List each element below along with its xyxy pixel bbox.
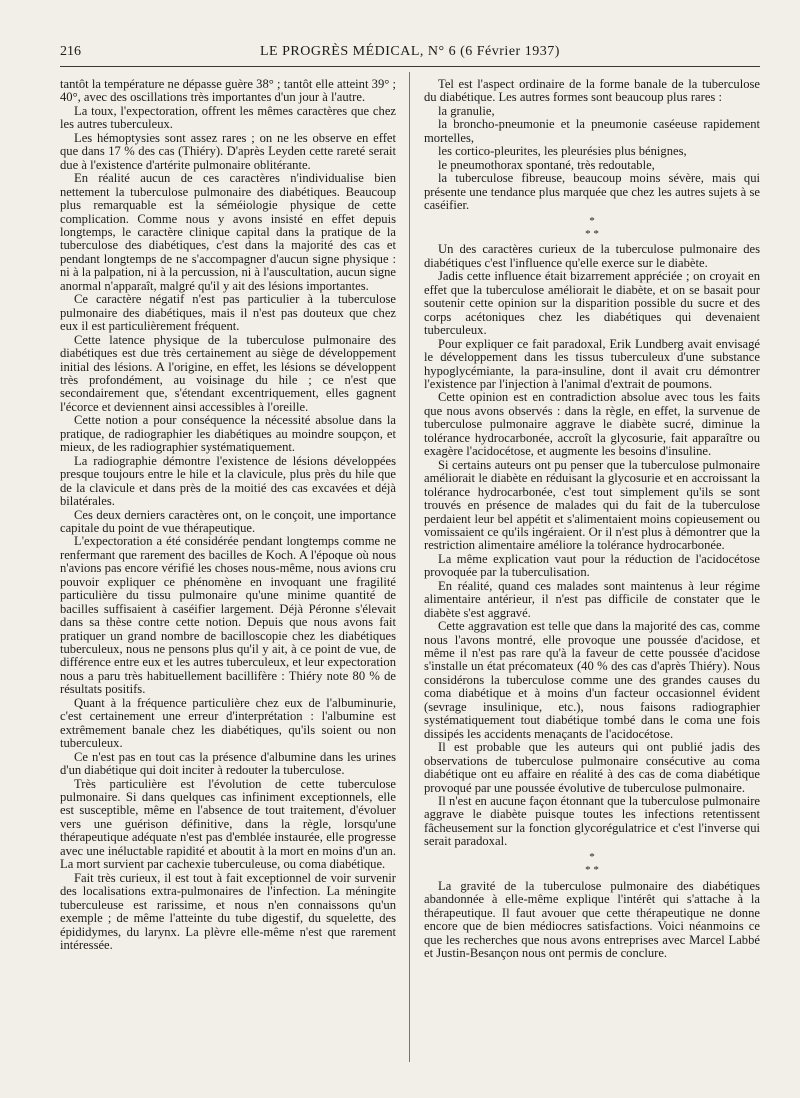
paragraph: tantôt la température ne dépasse guère 38° ; tantôt elle atteint 39° ; 40°, avec des oscillations très importantes d'un jour à l'autre. — [60, 77, 396, 105]
paragraph: Il n'est en aucune façon étonnant que la tuberculose pulmonaire aggrave le diabète puisque toutes les infections retentissent fâcheusement sur la fonction glycorégulatrice et c'est l'inverse qui serait paradoxal. — [424, 794, 760, 849]
column-divider — [409, 72, 410, 1062]
paragraph: La radiographie démontre l'existence de lésions développées presque toujours entre le hile et la clavicule, plus près du hile que de la clavicule et dans près de la moitié des cas excavées et déjà bilatérales. — [60, 453, 396, 509]
paragraph: Pour expliquer ce fait paradoxal, Erik Lundberg avait envisagé le développement dans les tissus tuberculeux d'une substance hypoglycémiante, la para-insuline, dont il avait cru démontrer l'existence par l'injection à l'animal d'extrait de poumons. — [424, 336, 760, 391]
paragraph: Jadis cette influence était bizarrement appréciée ; on croyait en effet que la tuberculose améliorait le diabète, et on se basait pour soutenir cette opinion sur la disparition possible du sucre et des corps acétoniques chez les diabétiques qui devenaient tuberculeux. — [424, 269, 760, 338]
left-column — [60, 78, 396, 952]
paragraph: La même explication vaut pour la réduction de l'acidocétose provoquée par la tuberculisation. — [424, 551, 760, 580]
paragraph: Un des caractères curieux de la tuberculose pulmonaire des diabétiques c'est l'influence qu'elle exerce sur le diabète. — [424, 242, 760, 270]
paragraph: Cette notion a pour conséquence la nécessité absolue dans la pratique, de radiographier les diabétiques au moindre soupçon, et mieux, de les radiographier systématiquement. — [60, 413, 396, 455]
paragraph: le pneumothorax spontané, très redoutable, — [438, 157, 655, 172]
paragraph: Ces deux derniers caractères ont, on le conçoit, une importance capitale du point de vue thérapeutique. — [60, 507, 396, 535]
paragraph: la tuberculose fibreuse, beaucoup moins sévère, mais qui présente une tendance plus marquée que chez les autres sujets à se caséifier. — [424, 171, 760, 213]
paragraph: La toux, l'expectoration, offrent les mêmes caractères que chez les autres tuberculeux. — [60, 103, 396, 132]
paragraph: En réalité, quand ces malades sont maintenus à leur régime alimentaire antérieur, il n'est pas difficile de constater que le diabète s'est aggravé. — [424, 578, 760, 620]
paragraph: L'expectoration a été considérée pendant longtemps comme ne renfermant que rarement des bacilles de Koch. A l'époque où nous n'avions pas encore vérifié les choses nous-même, nous avions cru pouvoir expliquer ce phénomène en invoquant une fragilité particulière du tissu pulmonaire qu'une minime quantité de bacilles suffisaient à caséifier largement. Déjà Péronne s'élevait dans sa thèse contre cette notion. Depuis que nous avons fait pratiquer un grand nombre de bacilloscopie chez les diabétiques tuberculeux, nous ne pensons plus qu'il y ait, à ce point de vue, de différence entre eux et les autres tuberculeux, et leur expectoration nous a paru très habituellement bacillifère : Thiéry note 80 % de résultats positifs. — [60, 534, 396, 697]
paragraph: Si certains auteurs ont pu penser que la tuberculose pulmonaire améliorait le diabète en réduisant la glycosurie et en accroissant la tolérance hydrocarbonée, c'est tout simplement qu'ils se sont trouvés en présence de malades qui du fait de la tuberculose perdaient leur bel appétit et s'alimentaient moins copieusement ou vomissaient ce qu'ils ingéraient. Or il n'est plus à démontrer que la restriction alimentaire améliore la tolérance hydrocarbonée. — [424, 457, 760, 553]
paragraph: Les hémoptysies sont assez rares ; on ne les observe en effet que dans 17 % des cas (Thiéry). D'après Leyden cette rareté serait due à l'existence d'artérite pulmonaire oblitérante. — [60, 130, 396, 172]
paragraph: les cortico-pleurites, les pleurésies plus bénignes, — [438, 144, 687, 159]
paragraph: Cette opinion est en contradiction absolue avec tous les faits que nous avons observés : dans la règle, en effet, la survenue de tuberculose pulmonaire aggrave le diabète sucré, diminue la tolérance hydrocarbonée, accroît la glycosurie, fait apparaître ou exagère l'acidocétose, et augmente les besoins d'insuline. — [424, 390, 760, 459]
page-number: 216 — [60, 44, 81, 59]
paragraph: Tel est l'aspect ordinaire de la forme banale de la tuberculose du diabétique. Les autres formes sont beaucoup plus rares : — [424, 77, 760, 105]
running-header — [60, 44, 760, 66]
journal-title: LE PROGRÈS MÉDICAL, N° 6 (6 Février 1937) — [260, 44, 560, 59]
right-column — [424, 78, 760, 960]
paragraph: Fait très curieux, il est tout à fait exceptionnel de voir survenir des localisations extra-pulmonaires de l'infection. La méningite tuberculeuse est rarissime, et nous n'en connaissons qu'un exemple ; de même l'atteinte du tube digestif, du squelette, des épididymes, du larynx. La plèvre elle-même n'est que rarement intéressée. — [60, 870, 396, 952]
paragraph: Très particulière est l'évolution de cette tuberculose pulmonaire. Si dans quelques cas infiniment exceptionnels, elle est susceptible, même en l'absence de tout traitement, d'évoluer vers une guérison définitive, dans la règle, lorsqu'une thérapeutique adéquate n'est pas d'emblée instaurée, elle progresse avec une inéluctable rapidité et aboutit à la mort en moins d'un an. La mort survient par cachexie tuberculeuse, ou coma diabétique. — [60, 776, 396, 872]
section-separator: * * * — [585, 850, 599, 877]
paragraph: la broncho-pneumonie et la pneumonie caséeuse rapidement mortelles, — [424, 117, 760, 145]
paragraph: La gravité de la tuberculose pulmonaire des diabétiques abandonnée à elle-même explique l'intérêt qui s'attache à la thérapeutique. Il faut avouer que cette thérapeutique ne donne encore que de bien médiocres satisfactions. Voici néanmoins ce que les recherches que nous avons entreprises avec Marcel Labbé et Justin-Besançon nous ont permis de conclure. — [424, 878, 760, 960]
paragraph: Quant à la fréquence particulière chez eux de l'albuminurie, c'est certainement une erreur d'interprétation : l'albumine est extrêmement banale chez les diabétiques, qu'ils soient ou non tuberculeux. — [60, 695, 396, 751]
section-separator: * * * — [585, 214, 599, 240]
paragraph: Cette aggravation est telle que dans la majorité des cas, comme nous l'avons montré, elle provoque une poussée d'acidose, et même il n'est pas rare qu'à la faveur de cette poussée d'acidose s'installe un état précomateux (40 % des cas d'après Thiéry). Nous considérons la tuberculose comme une des grandes causes du coma diabétique et à moins d'un facteur occasionnel évident (sevrage insulinique, etc.), nous faisons radiographier systématiquement tout diabétique tombé dans le coma une fois dissipés les accidents menaçants de l'acidocétose. — [424, 619, 760, 741]
paragraph: Il est probable que les auteurs qui ont publié jadis des observations de tuberculose pulmonaire consécutive au coma diabétique ont eu affaire en réalité à des cas de coma diabétique provoqué par une poussée évolutive de tuberculose pulmonaire. — [424, 740, 760, 795]
paragraph: Ce caractère négatif n'est pas particulier à la tuberculose pulmonaire des diabétiques, mais il n'est pas douteux que chez eux il est particulièrement fréquent. — [60, 292, 396, 334]
paragraph: Ce n'est pas en tout cas la présence d'albumine dans les urines d'un diabétique qui doit inciter à redouter la tuberculose. — [60, 749, 396, 778]
paragraph: Cette latence physique de la tuberculose pulmonaire des diabétiques est due très certainement au siège de développement initial des lésions. A l'origine, en effet, les lésions se développent très profondément, au voisinage du hile ; ce n'est que secondairement que, s'étendant excentriquement, elles gagnent l'écorce et deviennent ainsi accessibles à l'oreille. — [60, 332, 396, 414]
paragraph: la granulie, — [438, 103, 495, 118]
header-rule — [60, 66, 760, 67]
paragraph: En réalité aucun de ces caractères n'individualise bien nettement la tuberculose pulmonaire des diabétiques. Beaucoup plus remarquable est la séméiologie physique de cette complication. Comme nous y avons insisté en effet depuis longtemps, le caractère clinique capital dans la pratique de la tuberculose des diabétiques, c'est dans la majorité des cas et pendant longtemps de ne s'accompagner d'aucun signe physique : ni à la palpation, ni à la percussion, ni à l'auscultation, aucun signe anormal n'apparaît, malgré qu'il y ait des lésions importantes. — [60, 171, 396, 293]
